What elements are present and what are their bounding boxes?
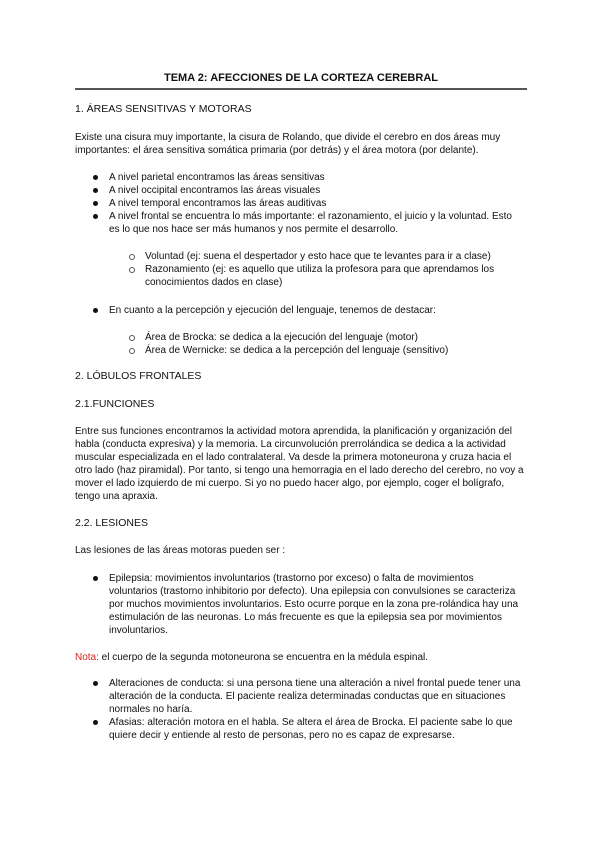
document-title: TEMA 2: AFECCIONES DE LA CORTEZA CEREBRAL — [164, 72, 438, 84]
list-item: Área de Brocka: se dedica a la ejecución del lenguaje (motor) — [129, 331, 519, 344]
list-item: Razonamiento (ej: es aquello que utiliza la profesora para que aprendamos los conocimientos dados en clase) — [129, 263, 519, 289]
list-item: Afasias: alteración motora en el habla. Se altera el área de Brocka. El paciente sabe lo que quiere decir y entiende al resto de personas, pero no es capaz de expresarse. — [91, 716, 521, 742]
nota-paragraph — [75, 651, 527, 664]
nota-text: el cuerpo de la segunda motoneurona se encuentra en la médula espinal. — [98, 652, 429, 663]
lesiones-intro: Las lesiones de las áreas motoras pueden ser : — [75, 545, 286, 556]
frontal-sublist — [129, 250, 519, 289]
section-2-heading: 2. LÓBULOS FRONTALES — [75, 370, 202, 382]
list-item: A nivel occipital encontramos las áreas visuales — [91, 184, 521, 197]
list-item: Voluntad (ej: suena el despertador y esto hace que te levantes para ir a clase) — [129, 250, 519, 263]
final-list — [91, 677, 521, 742]
lesiones-list — [91, 572, 521, 637]
areas-list — [91, 171, 521, 236]
list-item: En cuanto a la percepción y ejecución del lenguaje, tenemos de destacar: — [91, 304, 521, 317]
list-item: A nivel temporal encontramos las áreas auditivas — [91, 197, 521, 210]
list-item: Epilepsia: movimientos involuntarios (trastorno por exceso) o falta de movimientos voluntarios (trastorno inhibitorio por defecto). Una epilepsia con convulsiones se caracteriza por muchos movimientos involuntarios. Esto ocurre porque en la zona pre-rolándica hay una estimulación de las neuronas. Lo más frecuente es que la epilepsia sea por movimientos involuntarios. — [91, 572, 521, 637]
list-item: Área de Wernicke: se dedica a la percepción del lenguaje (sensitivo) — [129, 344, 519, 357]
subsection-2-1-heading: 2.1.FUNCIONES — [75, 398, 155, 410]
lenguaje-sublist — [129, 331, 519, 357]
title-divider — [75, 88, 527, 90]
subsection-2-2-heading: 2.2. LESIONES — [75, 517, 148, 529]
funciones-paragraph: Entre sus funciones encontramos la actividad motora aprendida, la planificación y organización del habla (conducta expresiva) y la memoria. La circunvolución prerrolándica se dedica a la actividad muscular especializada en el lado contralateral. Va desde la primera motoneurona y cruza hacia el otro lado (haz piramidal). Por tanto, si tengo una hemorragia en el lado derecho del cerebro, no voy a mover el lado izquierdo de mi cuerpo. Si yo no puedo hacer algo, por ejemplo, coger el bolígrafo, tengo una apraxia. — [75, 426, 524, 502]
list-item: Alteraciones de conducta: si una persona tiene una alteración a nivel frontal puede tener una alteración de la conducta. El paciente realiza determinadas conductas que en situaciones normales no haría. — [91, 677, 521, 716]
section-1-intro: Existe una cisura muy importante, la cisura de Rolando, que divide el cerebro en dos áreas muy importantes: el área sensitiva somática primaria (por detrás) y el área motora (por delante). — [75, 132, 501, 156]
section-1-heading: 1. ÁREAS SENSITIVAS Y MOTORAS — [75, 103, 252, 115]
nota-label: Nota: — [75, 652, 99, 663]
list-item: A nivel frontal se encuentra lo más importante: el razonamiento, el juicio y la voluntad. Esto es lo que nos hace ser más humanos y nos permite el desarrollo. — [91, 210, 521, 236]
list-item: A nivel parietal encontramos las áreas sensitivas — [91, 171, 521, 184]
lenguaje-list — [91, 304, 521, 317]
